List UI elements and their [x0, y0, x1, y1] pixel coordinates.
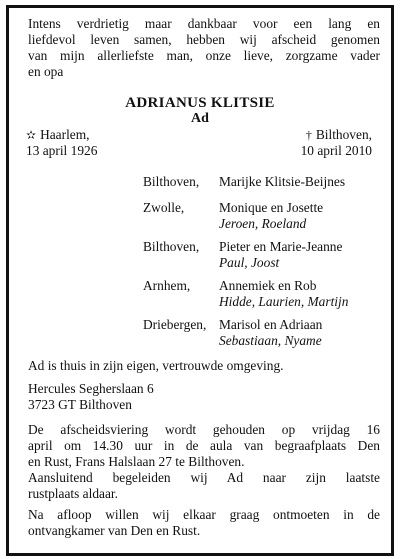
- death-place: Bilthoven,: [315, 127, 372, 142]
- closing-line: ontvangkamer van Den en Rust.: [28, 523, 201, 538]
- family-children: Paul, Joost: [219, 255, 280, 270]
- service-line: De afscheidsviering wordt gehouden op vrijdag 16: [28, 422, 380, 437]
- closing-line: Na afloop willen wij elkaar graag ontmoeten in de: [28, 507, 380, 522]
- birth-date: 13 april 1926: [26, 143, 98, 158]
- service-line: en Rust, Frans Halslaan 27 te Bilthoven.: [28, 454, 245, 469]
- closing-text: [28, 507, 380, 539]
- home-text: Ad is thuis in zijn eigen, vertrouwde omgeving.: [28, 358, 284, 373]
- cross-icon: †: [305, 128, 312, 142]
- service-line: rustplaats aldaar.: [28, 486, 118, 501]
- birth-info: [26, 127, 97, 159]
- family-city: Arnhem,: [143, 278, 191, 293]
- address-street: Hercules Segherslaan 6: [28, 381, 154, 396]
- family-children: Jeroen, Roeland: [219, 216, 307, 231]
- star-icon: ✫: [26, 128, 37, 142]
- death-date: 10 april 2010: [300, 143, 372, 158]
- birth-place: Haarlem,: [40, 127, 90, 142]
- family-children: Hidde, Laurien, Martijn: [219, 294, 349, 309]
- intro-text: [28, 16, 380, 80]
- family-children: Sebastiaan, Nyame: [219, 333, 322, 348]
- service-line: Aansluitend begeleiden wij Ad naar zijn laatste: [28, 470, 380, 485]
- service-text: [28, 422, 380, 502]
- obituary-frame: [6, 5, 394, 556]
- service-line: april om 14.30 uur in de aula van begraafplaats Den: [28, 438, 380, 453]
- family-names: Marijke Klitsie-Beijnes: [219, 174, 346, 189]
- family-city: Bilthoven,: [143, 174, 200, 189]
- family-names: Monique en Josette: [219, 200, 324, 215]
- death-info: [301, 127, 372, 159]
- family-city: Zwolle,: [143, 200, 185, 215]
- intro-line: en opa: [28, 64, 64, 79]
- deceased-name: ADRIANUS KLITSIE: [125, 95, 275, 111]
- family-city: Driebergen,: [143, 317, 207, 332]
- intro-line: liefdevol leven samen, hebben wij afscheid genomen: [28, 32, 380, 47]
- intro-line: Intens verdrietig maar dankbaar voor een lang en: [28, 16, 380, 31]
- address-city: 3723 GT Bilthoven: [28, 397, 132, 412]
- family-names: Marisol en Adriaan: [219, 317, 323, 332]
- address: [28, 381, 380, 413]
- family-city: Bilthoven,: [143, 239, 200, 254]
- intro-line: van mijn allerliefste man, onze lieve, zorgzame vader: [28, 48, 380, 63]
- family-names: Annemiek en Rob: [219, 278, 317, 293]
- deceased-nickname: Ad: [191, 111, 209, 126]
- family-names: Pieter en Marie-Jeanne: [219, 239, 343, 254]
